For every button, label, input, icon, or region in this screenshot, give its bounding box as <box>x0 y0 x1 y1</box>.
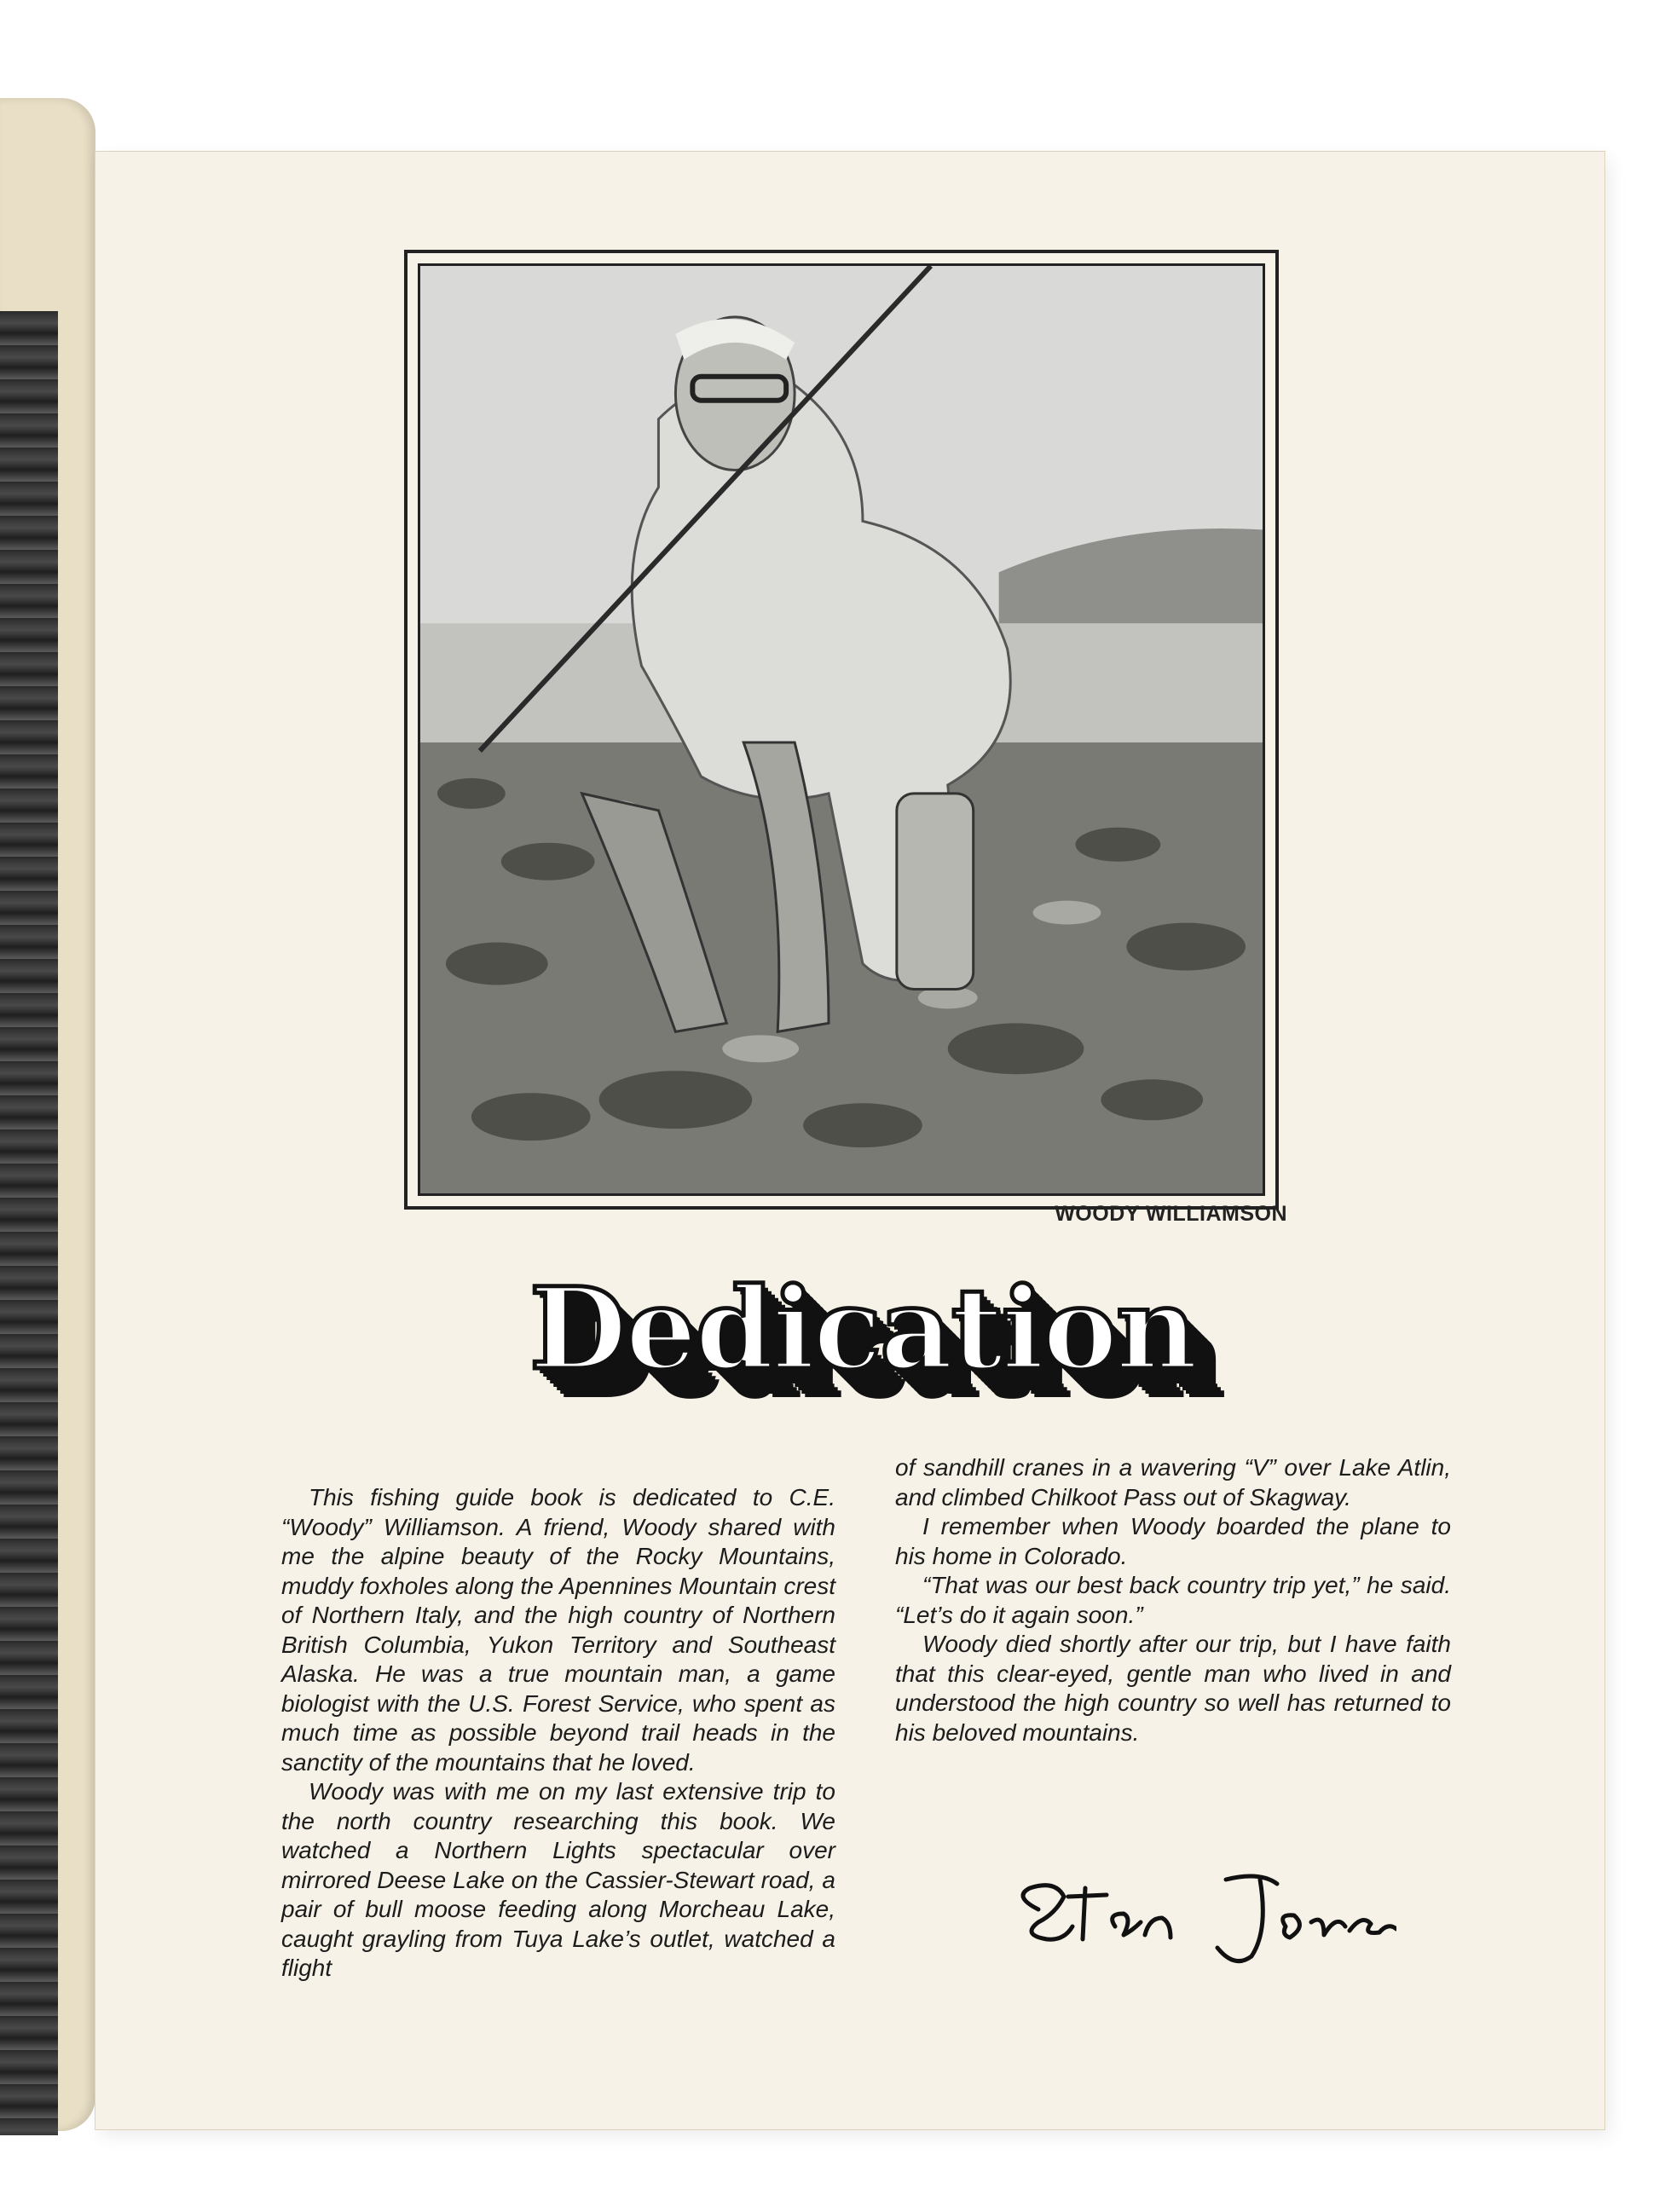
paragraph: I remember when Woody boarded the plane to his home in Colorado. <box>895 1513 1451 1569</box>
photo-caption: WOODY WILLIAMSON <box>1055 1202 1287 1226</box>
photo-illustration <box>420 266 1263 1193</box>
paragraph: This fishing guide book is dedicated to C.E. “Woody” Williamson. A friend, Woody shared with me the alpine beauty of the Rocky Mountains, muddy foxholes along the Apennines Mountain crest of Northern Italy, and the high country of Northern British Columbia, Yukon Territory and Southeast Alaska. He was a true mountain man, a game biologist with the U.S. Forest Service, who spent as much time as possible beyond trail heads in the sanctity of the mountains that he loved. <box>281 1484 835 1776</box>
paragraph: of sandhill cranes in a wavering “V” over Lake Atlin, and climbed Chilkoot Pass out of Skagway. <box>895 1454 1451 1510</box>
facing-page-edge <box>0 98 95 2131</box>
paragraph: “That was our best back country trip yet,” he said. “Let’s do it again soon.” <box>895 1572 1451 1628</box>
facing-page-photo <box>0 311 58 2135</box>
text-column-left <box>281 1483 835 1984</box>
photo-frame <box>404 250 1279 1210</box>
paragraph: Woody was with me on my last extensive trip to the north country researching this book. We watched a Northern Lights spectacular over mirrored Deese Lake on the Cassier-Stewart road, a pair of bull moose feeding along Morcheau Lake, caught grayling from Tuya Lake’s outlet, watched a flight <box>281 1778 835 1981</box>
text-column-right <box>895 1453 1451 1747</box>
page-title: Dedication <box>529 1263 1196 1395</box>
photo-woody-williamson <box>418 263 1265 1196</box>
paragraph: Woody died shortly after our trip, but I have faith that this clear-eyed, gentle man who lived in and understood the high country so well has returned to his beloved mountains. <box>895 1631 1451 1746</box>
signature <box>1004 1863 1396 1973</box>
